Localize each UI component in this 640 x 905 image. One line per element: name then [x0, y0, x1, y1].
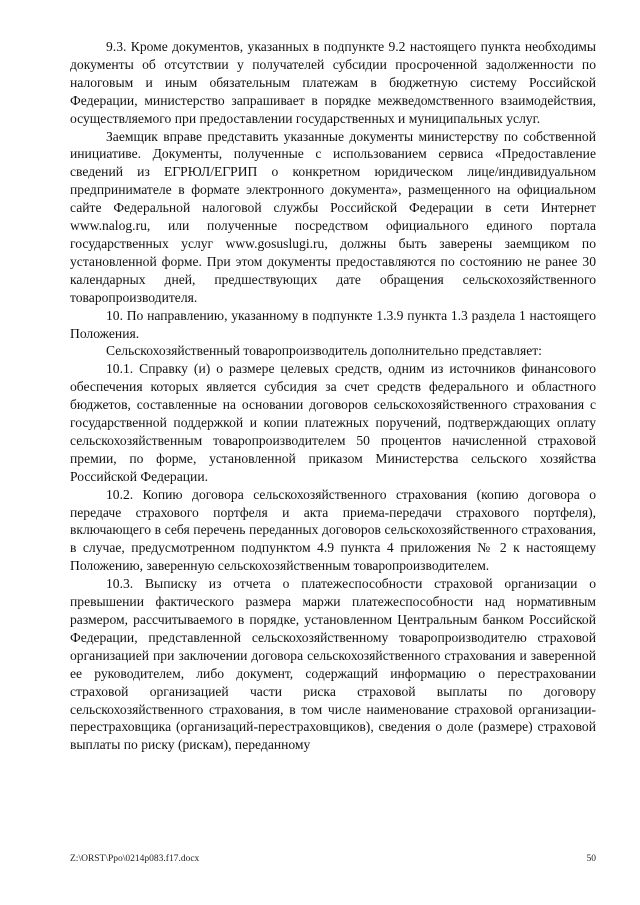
document-body	[70, 38, 596, 754]
paragraph-additional: Сельскохозяйственный товаропроизводитель дополнительно представляет:	[106, 343, 542, 359]
paragraph-10: 10. По направлению, указанному в подпункте 1.3.9 пункта 1.3 раздела 1 настоящего Положения.	[70, 307, 596, 341]
paragraph-10-2: 10.2. Копию договора сельскохозяйственного страхования (копию договора о передаче страхового портфеля и акта приема-передачи страхового портфеля), включающего в себя перечень переданных договоров сельскохозяйственного страхования, в случае, предусмотренном подпунктом 4.9 пункта 4 приложения № 2 к настоящему Положению, заверенную сельскохозяйственным товаропроизводителем.	[70, 486, 596, 574]
paragraph-9-3: 9.3. Кроме документов, указанных в подпункте 9.2 настоящего пункта необходимы документы об отсутствии у получателей субсидии просроченной задолженности по налоговым и иным обязательным платежам в бюджетную систему Российской Федерации, министерство запрашивает в порядке межведомственного взаимодействия, осуществляемого при предоставлении государственных и муниципальных услуг.	[70, 39, 596, 126]
footer-file-path: Z:\ORST\Ppo\0214p083.f17.docx	[70, 854, 200, 864]
paragraph-borrower-right: Заемщик вправе представить указанные документы министерству по собственной инициативе. Документы, полученные с использованием сервиса «Предоставление сведений из ЕГРЮЛ/ЕГРИП о конкретном юридическом лице/индивидуальном предпринимателе в формате электронного документа», размещенного на официальном сайте Федеральной налоговой службы Российской Федерации в сети Интернет www.nalog.ru, или полученные посредством официального единого портала государственных услуг www.gosuslugi.ru, должны быть заверены заемщиком по установленной форме. При этом документы предоставляются по состоянию не ранее 30 календарных дней, предшествующих дате обращения сельскохозяйственного товаропроизводителя.	[70, 128, 596, 305]
paragraph-10-3: 10.3. Выписку из отчета о платежеспособности страховой организации о превышении фактического размера маржи платежеспособности над нормативным размером, рассчитываемого в порядке, установленном Центральным банком Российской Федерации, представленной сельскохозяйственному товаропроизводителю страховой организацией при заключении договора сельскохозяйственного страхования и заверенной ее руководителем, либо документ, содержащий информацию о перестраховании страховой организацией части риска страховой выплаты по договору сельскохозяйственного страхования, в том числе наименование страховой организации-перестраховщика (организаций-перестраховщиков), сведения о доле (размере) страховой выплаты по риску (рискам), переданному	[70, 576, 596, 753]
paragraph-10-1: 10.1. Справку (и) о размере целевых средств, одним из источников финансового обеспечения которых является субсидия за счет средств федерального и областного бюджетов, составленные на основании договоров сельскохозяйственного страхования с государственной поддержкой и копии платежных поручений, подтверждающих оплату сельскохозяйственным товаропроизводителем 50 процентов начисленной страховой премии, по форме, установленной приказом Министерства сельского хозяйства Российской Федерации.	[70, 361, 596, 484]
footer-page-number: 50	[586, 854, 596, 864]
